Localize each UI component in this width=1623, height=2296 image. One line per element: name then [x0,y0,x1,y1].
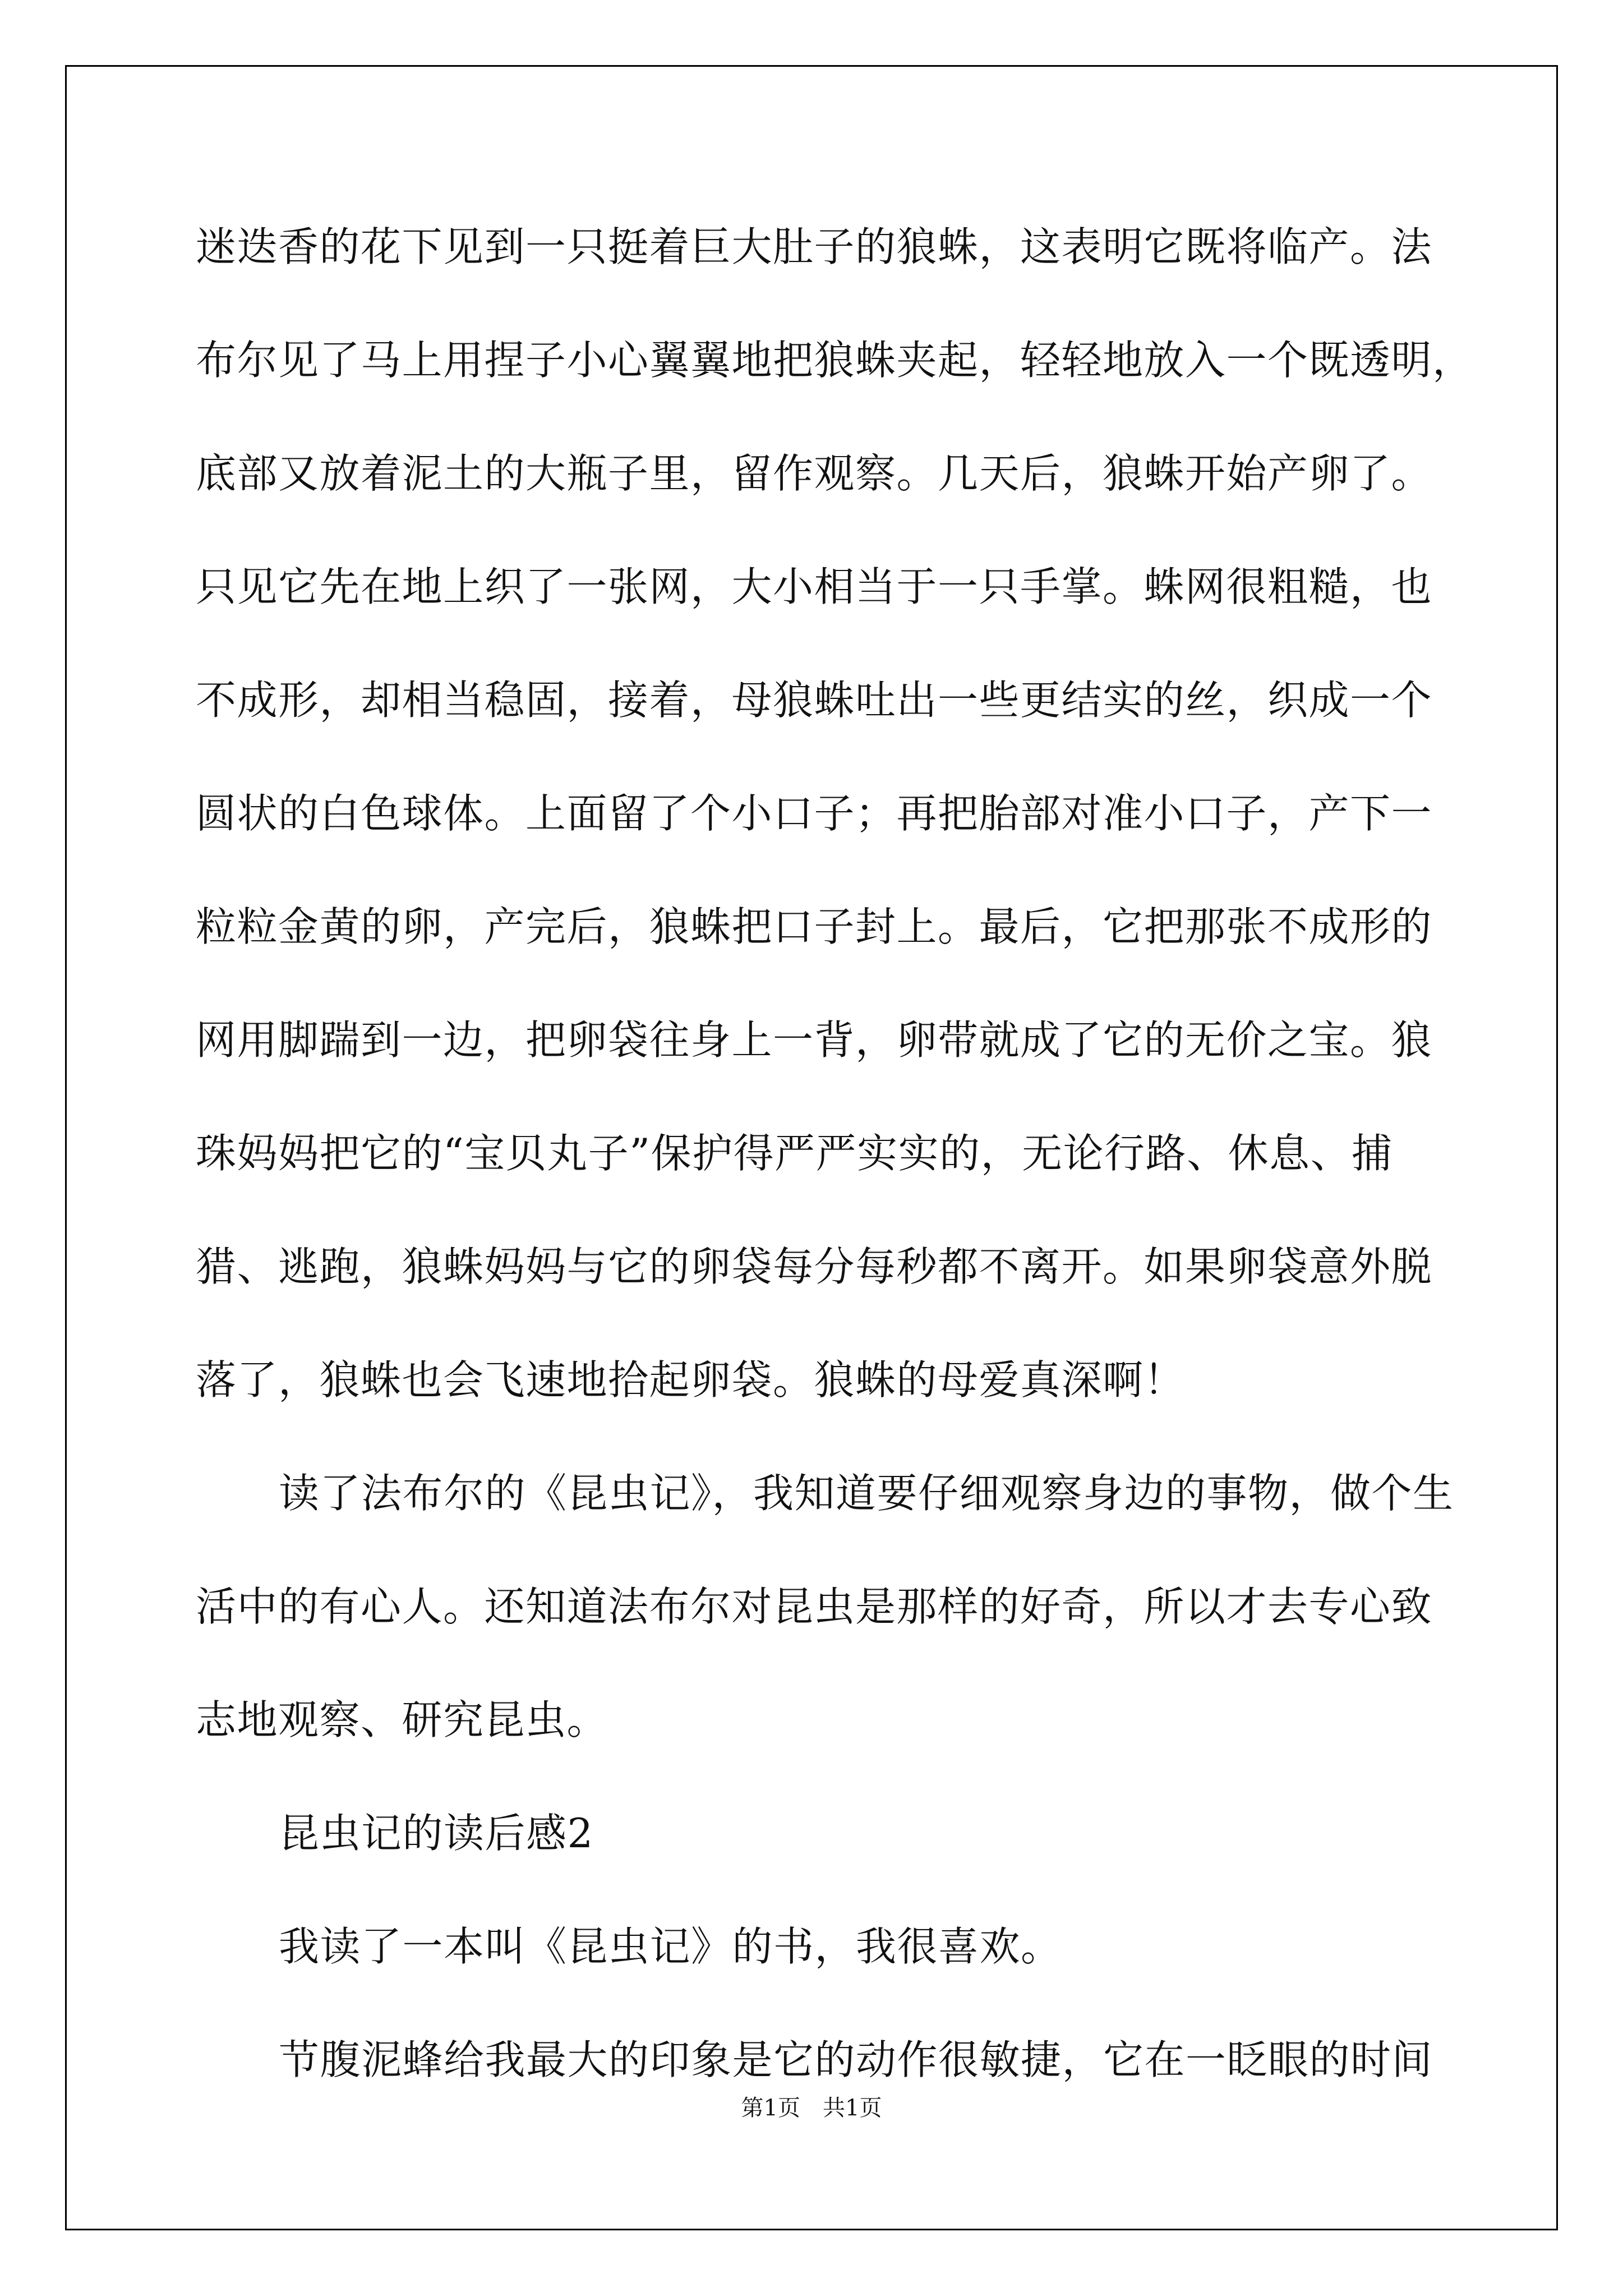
text-line: 节腹泥蜂给我最大的印象是它的动作很敏捷，它在一眨眼的时间 [279,2036,1433,2083]
text-line: 粒粒金黄的卵，产完后，狼蛛把口子封上。最后，它把那张不成形的 [196,903,1433,950]
text-line: 读了法布尔的《昆虫记》，我知道要仔细观察身边的事物，做个生 [279,1470,1454,1517]
text-line: 底部又放着泥土的大瓶子里，留作观察。几天后，狼蛛开始产卵了。 [196,450,1433,497]
text-line: 不成形，却相当稳固，接着，母狼蛛吐出一些更结实的丝，织成一个 [196,677,1433,724]
text-line: 活中的有心人。还知道法布尔对昆虫是那样的好奇，所以才去专心致 [196,1583,1433,1630]
text-line: 珠妈妈把它的“宝贝丸子”保护得严严实实的，无论行路、休息、捕 [196,1130,1393,1177]
page-footer: 第1页 共1页 [741,2095,882,2121]
text-line: 布尔见了马上用捏子小心翼翼地把狼蛛夹起，轻轻地放入一个既透明， [196,337,1474,384]
text-line: 迷迭香的花下见到一只挺着巨大肚子的狼蛛，这表明它既将临产。法 [196,223,1433,270]
text-line: 志地观察、研究昆虫。 [196,1696,608,1743]
text-line: 只见它先在地上织了一张网，大小相当于一只手掌。蛛网很粗糙，也 [196,563,1433,610]
text-line: 圆状的白色球体。上面留了个小口子；再把胎部对准小口子，产下一 [196,790,1433,837]
text-line: 网用脚踹到一边，把卵袋往身上一背，卵带就成了它的无价之宝。狼 [196,1016,1433,1064]
section-heading: 昆虫记的读后感2 [279,1810,594,1857]
text-line: 我读了一本叫《昆虫记》的书，我很喜欢。 [279,1923,1062,1970]
text-line: 落了，狼蛛也会飞速地拾起卵袋。狼蛛的母爱真深啊！ [196,1356,1186,1404]
text-line: 猎、逃跑，狼蛛妈妈与它的卵袋每分每秒都不离开。如果卵袋意外脱 [196,1243,1433,1290]
